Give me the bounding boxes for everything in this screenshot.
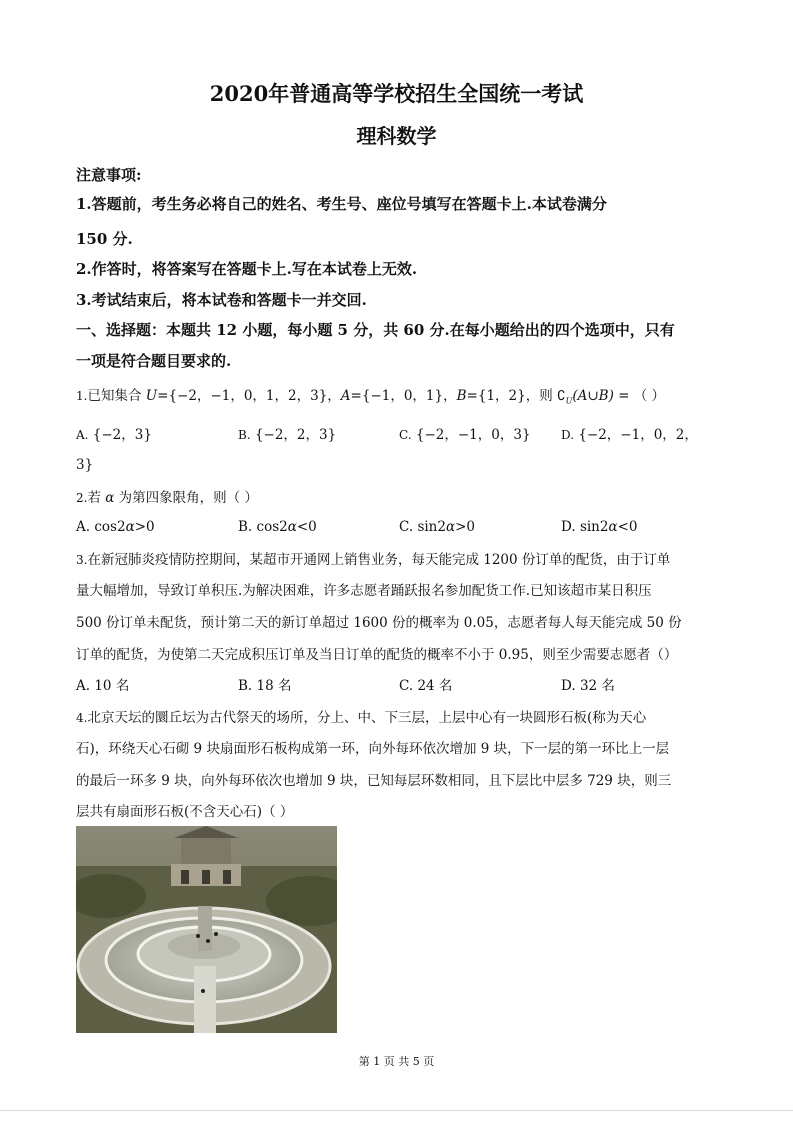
question-2-stem [76, 486, 258, 506]
question-2-option-b [238, 519, 317, 535]
tiantan-altar-photo [76, 826, 337, 1033]
option-label: D. [561, 428, 575, 442]
option-label: B. [238, 519, 253, 535]
option-pre: sin2 [579, 519, 609, 535]
bottom-divider [0, 1110, 793, 1111]
question-3-line-3: 500 份订单未配货，预计第二天的新订单超过 1600 份的概率为 0.05，志愿者每人每天能完成 50 份 [76, 615, 682, 631]
section-1-line-1: 一、选择题：本题共 12 小题，每小题 5 分，共 60 分.在每小题给出的四个选项中，只有 [76, 321, 675, 339]
question-2-number: 2. [76, 491, 88, 505]
option-pre: sin2 [417, 519, 446, 535]
question-1-expression: (A∪B) [572, 388, 614, 404]
question-4-text-1: 北京天坛的圜丘坛为古代祭天的场所，分上、中、下三层，上层中心有一块圆形石板(称为天心 [87, 710, 647, 726]
question-4-line-2: 石)，环绕天心石砌 9 块扇面形石板构成第一环，向外每环依次增加 9 块，下一层的第一环比上一层 [76, 741, 670, 757]
option-pre: cos2 [256, 519, 288, 535]
complement-subscript: U [565, 396, 573, 406]
option-label: D. [561, 519, 576, 535]
exam-title: 2020年普通高等学校招生全国统一考试 [209, 81, 584, 106]
notice-item-2: 2.作答时，将答案写在答题卡上.写在本试卷上无效. [76, 260, 418, 278]
question-4-number: 4. [76, 711, 88, 725]
question-3-option-d [561, 674, 615, 694]
option-label: C. [399, 428, 412, 442]
visitor-figure [214, 932, 218, 936]
gate-opening-1 [181, 870, 189, 884]
visitor-figure [196, 934, 200, 938]
option-text: {−2，−1，0，3} [415, 427, 531, 443]
option-post: <0 [617, 519, 638, 535]
question-1-var-a: A [340, 388, 351, 404]
notice-item-3: 3.考试结束后，将本试卷和答题卡一并交回. [76, 291, 367, 309]
option-post: <0 [296, 519, 317, 535]
option-text: 32 名 [579, 678, 615, 694]
option-label: D. [561, 678, 576, 694]
page-footer [0, 1053, 793, 1069]
question-3-line-1 [76, 548, 670, 568]
section-1-line-2: 一项是符合题目要求的. [76, 352, 232, 370]
visitor-figure [206, 939, 210, 943]
question-3-text-1: 在新冠肺炎疫情防控期间，某超市开通网上销售业务，每天能完成 1200 份订单的配货，由于订单 [87, 552, 671, 568]
option-text: {−2，2，3} [254, 427, 337, 443]
question-4-line-4: 层共有扇面形石板(不含天心石)（ ） [76, 804, 294, 820]
footer-middle: 页 共 [380, 1055, 413, 1068]
question-1-option-c [399, 423, 531, 443]
option-label: A. [76, 428, 89, 442]
question-1-option-d [561, 423, 698, 443]
footer-suffix: 页 [419, 1055, 435, 1068]
question-1-set-u: ={−2，−1，0，1，2，3}， [157, 388, 341, 404]
option-label: A. [76, 678, 91, 694]
question-3-option-b [238, 674, 292, 694]
question-3-number: 3. [76, 553, 88, 567]
question-2-alpha: α [105, 490, 115, 506]
question-2-option-a [76, 519, 155, 535]
option-var: α [125, 519, 135, 535]
footer-page-number: 1 [373, 1055, 381, 1068]
question-2-suffix: 为第四象限角，则（ ） [114, 490, 258, 506]
option-text: {−2，3} [92, 427, 152, 443]
notice-item-1-line-2: 150 分. [76, 230, 133, 248]
question-3-option-a [76, 674, 129, 694]
footer-total-pages: 5 [412, 1055, 420, 1068]
option-var: α [287, 519, 297, 535]
option-post: >0 [455, 519, 475, 535]
north-stairs [198, 906, 212, 951]
option-label: C. [399, 678, 414, 694]
question-1-option-b [238, 423, 336, 443]
option-var: α [445, 519, 456, 535]
option-text: 24 名 [417, 678, 453, 694]
gate-opening-2 [202, 870, 210, 884]
complement-symbol: ∁ [557, 388, 566, 404]
option-label: C. [399, 519, 414, 535]
question-1-option-d-continued: 3} [76, 457, 94, 473]
option-var: α [608, 519, 618, 535]
altar-stairs [194, 966, 216, 1033]
question-1-var-b: B [456, 388, 467, 404]
question-1-number: 1. [76, 389, 88, 403]
notice-item-1-line-1: 1.答题前，考生务必将自己的姓名、考生号、座位号填写在答题卡上.本试卷满分 [76, 195, 607, 213]
question-1-set-a: ={−1，0，1}， [350, 388, 457, 404]
gate-opening-3 [223, 870, 231, 884]
question-1-var-u: U [145, 388, 158, 404]
altar-illustration [76, 826, 337, 1033]
option-text: 18 名 [256, 678, 292, 694]
option-pre: cos2 [94, 519, 126, 535]
hall-building [181, 836, 231, 864]
question-1-tail: = （ ） [613, 388, 666, 404]
visitor-figure [201, 989, 205, 993]
exam-subtitle: 理科数学 [356, 124, 437, 148]
question-1-set-b: ={1，2}，则 [466, 388, 558, 404]
question-3-line-2: 量大幅增加，导致订单积压.为解决困难，许多志愿者踊跃报名参加配货工作.已知该超市某日积压 [76, 583, 652, 599]
question-2-option-d [561, 519, 638, 535]
option-post: >0 [134, 519, 155, 535]
footer-prefix: 第 [358, 1055, 374, 1068]
question-4-line-3: 的最后一环多 9 块，向外每环依次也增加 9 块，已知每层环数相同，且下层比中层多 729 块，则三 [76, 773, 672, 789]
question-3-line-4: 订单的配货，为使第二天完成积压订单及当日订单的配货的概率不小于 0.95，则至少需要志愿者（） [76, 647, 678, 663]
option-label: B. [238, 678, 253, 694]
question-4-line-1 [76, 706, 646, 726]
question-3-option-c [399, 674, 452, 694]
question-2-prefix: 若 [87, 490, 106, 506]
question-1-prefix: 已知集合 [87, 388, 146, 404]
option-text: {−2，−1，0，2， [578, 427, 698, 443]
option-text: 10 名 [94, 678, 130, 694]
option-label: A. [76, 519, 91, 535]
question-1-option-a [76, 423, 152, 443]
notice-heading: 注意事项: [76, 166, 142, 184]
option-label: B. [238, 428, 251, 442]
question-1-stem [76, 384, 665, 406]
question-2-option-c [399, 519, 475, 535]
